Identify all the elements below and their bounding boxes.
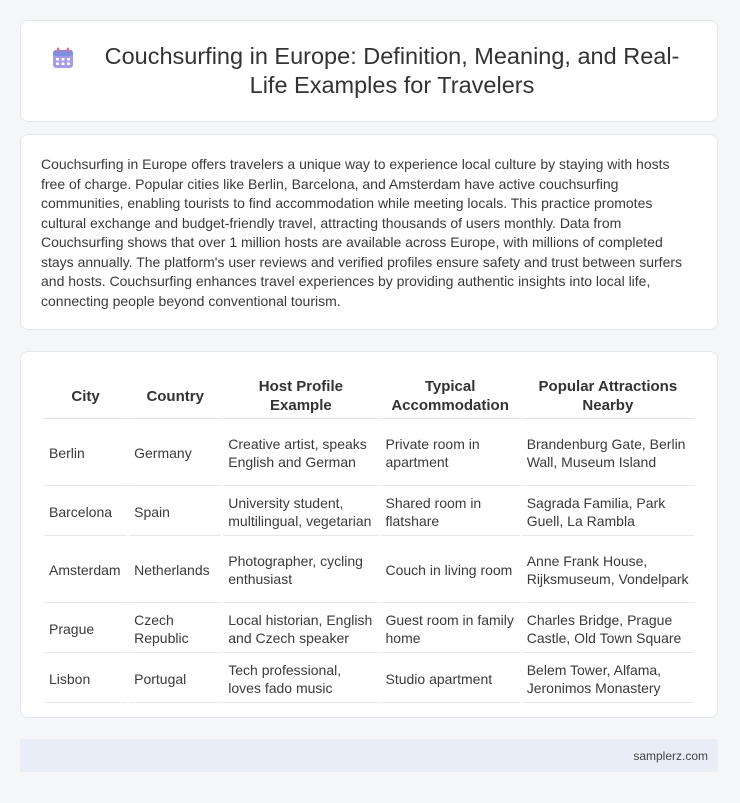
table-row xyxy=(44,421,694,486)
column-header-attractions: Popular Attractions Nearby xyxy=(522,374,694,419)
table-row xyxy=(44,488,694,536)
title-wrap xyxy=(49,42,689,100)
cell-city: Barcelona xyxy=(44,488,127,536)
cell-city: Prague xyxy=(44,605,127,653)
cell-accommodation: Guest room in family home xyxy=(381,605,520,653)
table-row xyxy=(44,538,694,603)
cell-country: Spain xyxy=(129,488,221,536)
cell-attractions: Charles Bridge, Prague Castle, Old Town Square xyxy=(522,605,694,653)
description-card xyxy=(20,134,718,330)
cell-attractions: Brandenburg Gate, Berlin Wall, Museum Island xyxy=(522,421,694,486)
cell-country: Germany xyxy=(129,421,221,486)
cell-accommodation: Shared room in flatshare xyxy=(381,488,520,536)
cell-host-profile: University student, multilingual, vegetarian xyxy=(223,488,378,536)
column-header-country: Country xyxy=(129,374,221,419)
table-row xyxy=(44,655,694,703)
cell-city: Lisbon xyxy=(44,655,127,703)
table-header-row xyxy=(44,374,694,419)
cell-attractions: Anne Frank House, Rijksmuseum, Vondelpark xyxy=(522,538,694,603)
cell-city: Amsterdam xyxy=(44,538,127,603)
examples-table xyxy=(42,372,696,705)
header-card xyxy=(20,20,718,122)
cell-city: Berlin xyxy=(44,421,127,486)
cell-country: Portugal xyxy=(129,655,221,703)
table-card xyxy=(20,351,718,718)
footer xyxy=(20,739,718,772)
cell-host-profile: Local historian, English and Czech speaker xyxy=(223,605,378,653)
table-row xyxy=(44,605,694,653)
cell-attractions: Belem Tower, Alfama, Jeronimos Monastery xyxy=(522,655,694,703)
cell-host-profile: Photographer, cycling enthusiast xyxy=(223,538,378,603)
footer-site-link[interactable]: samplerz.com xyxy=(633,748,708,763)
cell-host-profile: Creative artist, speaks English and German xyxy=(223,421,378,486)
column-header-accommodation: Typical Accommodation xyxy=(381,374,520,419)
cell-country: Netherlands xyxy=(129,538,221,603)
cell-attractions: Sagrada Familia, Park Guell, La Rambla xyxy=(522,488,694,536)
column-header-host-profile: Host Profile Example xyxy=(223,374,378,419)
description-text: Couchsurfing in Europe offers travelers a unique way to experience local culture by staying with hosts free of charge. Popular cities like Berlin, Barcelona, and Amsterdam have active couchsurfing communities, enabling tourists to find accommodation while meeting locals. This practice promotes cultural exchange and budget-friendly travel, attracting thousands of users monthly. Data from Couchsurfing shows that over 1 million hosts are available across Europe, with millions of completed stays annually. The platform's user reviews and verified profiles ensure safety and trust between surfers and hosts. Couchsurfing enhances travel experiences by providing authentic insights into local life, connecting people beyond conventional tourism. xyxy=(41,156,683,309)
page-title: Couchsurfing in Europe: Definition, Meaning, and Real-Life Examples for Travelers xyxy=(104,43,680,98)
cell-accommodation: Studio apartment xyxy=(381,655,520,703)
column-header-city: City xyxy=(44,374,127,419)
cell-host-profile: Tech professional, loves fado music xyxy=(223,655,378,703)
cell-country: Czech Republic xyxy=(129,605,221,653)
cell-accommodation: Couch in living room xyxy=(381,538,520,603)
cell-accommodation: Private room in apartment xyxy=(381,421,520,486)
calendar-icon xyxy=(51,46,75,70)
